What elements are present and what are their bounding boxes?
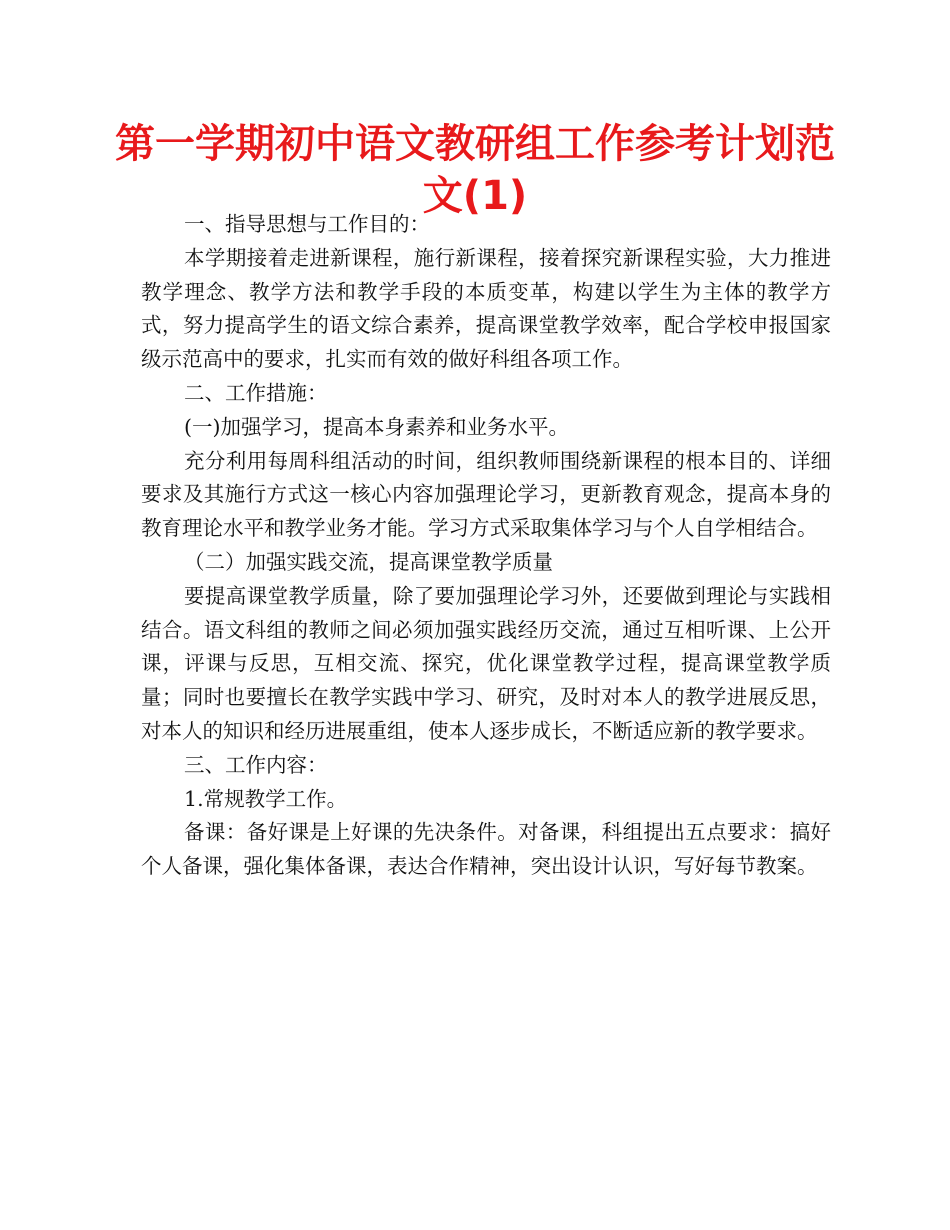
document-body xyxy=(141,208,831,884)
section-heading-2: 二、工作措施： xyxy=(184,380,328,405)
subheading-study: (一)加强学习，提高本身素养和业务水平。 xyxy=(184,414,570,439)
paragraph-lesson-prep: 备课：备好课是上好课的先决条件。对备课，科组提出五点要求：搞好个人备课，强化集体备课，表达合作精神，突出设计认识，写好每节教案。 xyxy=(141,820,831,879)
paragraph-practice: 要提高课堂教学质量，除了要加强理论学习外，还要做到理论与实践相结合。语文科组的教师之间必须加强实践经历交流，通过互相听课、上公开课，评课与反思，互相交流、探究，优化课堂教学过程，提高课堂教学质量；同时也要擅长在教学实践中学习、研究，及时对本人的教学进展反思，对本人的知识和经历进展重组，使本人逐步成长，不断适应新的教学要求。 xyxy=(141,583,831,743)
section-heading-3: 三、工作内容： xyxy=(184,752,328,777)
section-heading-1: 一、指导思想与工作目的： xyxy=(184,212,431,236)
document-title: 第一学期初中语文教研组工作参考计划范文(1) xyxy=(115,121,835,219)
paragraph-guiding-thought: 本学期接着走进新课程，施行新课程，接着探究新课程实验，大力推进教学理念、教学方法和教学手段的本质变革，构建以学生为主体的教学方式，努力提高学生的语文综合素养，提高课堂教学效率，配合学校申报国家级示范高中的要求，扎实而有效的做好科组各项工作。 xyxy=(141,245,831,372)
subheading-practice: （二）加强实践交流，提高课堂教学质量 xyxy=(184,549,554,574)
paragraph-study: 充分利用每周科组活动的时间，组织教师围绕新课程的根本目的、详细要求及其施行方式这一核心内容加强理论学习，更新教育观念，提高本身的教育理论水平和教学业务才能。学习方式采取集体学习与个人自学相结合。 xyxy=(141,448,831,541)
subheading-routine: 1.常规教学工作。 xyxy=(184,786,348,811)
